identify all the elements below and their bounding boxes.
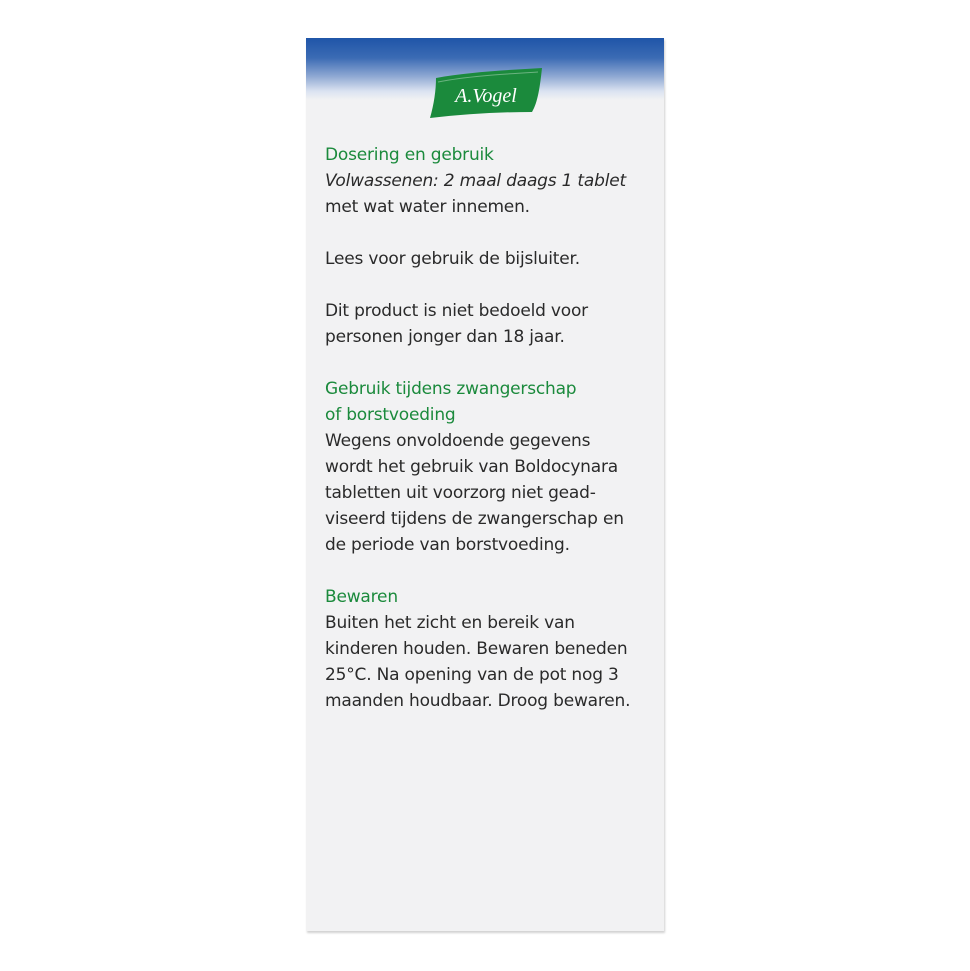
heading-line: Dosering en gebruik [325, 145, 494, 165]
dosage-line: Volwassenen: 2 maal daags 1 tablet [325, 171, 626, 191]
section-body [325, 168, 661, 350]
heading-line: of borstvoeding [325, 405, 456, 425]
text-line: Wegens onvoldoende gegevens [325, 431, 591, 451]
avogel-logo [428, 68, 548, 118]
text-line: kinderen houden. Bewaren beneden [325, 639, 628, 659]
paragraph [325, 298, 661, 350]
text-line: tabletten uit voorzorg niet gead- [325, 483, 596, 503]
text-line: met wat water innemen. [325, 197, 530, 217]
heading-zwangerschap [325, 376, 661, 428]
label-text [325, 142, 661, 740]
text-line: viseerd tijdens de zwangerschap en [325, 509, 624, 529]
text-line: wordt het gebruik van Boldocynara [325, 457, 618, 477]
heading-line: Gebruik tijdens zwangerschap [325, 379, 577, 399]
heading-line: Bewaren [325, 587, 398, 607]
text-line: maanden houdbaar. Droog bewaren. [325, 691, 631, 711]
text-line: personen jonger dan 18 jaar. [325, 327, 565, 347]
text-line: Dit product is niet bedoeld voor [325, 301, 588, 321]
text-line: 25°C. Na opening van de pot nog 3 [325, 665, 619, 685]
section-dosering [325, 142, 661, 350]
package-side-panel [306, 38, 664, 931]
section-body [325, 428, 661, 558]
text-line: Lees voor gebruik de bijsluiter. [325, 249, 580, 269]
text-line: Buiten het zicht en bereik van [325, 613, 575, 633]
paragraph [325, 194, 661, 220]
section-zwangerschap [325, 376, 661, 558]
section-bewaren [325, 584, 661, 714]
logo-text: A.Vogel [455, 85, 517, 107]
paragraph [325, 246, 661, 272]
heading-bewaren [325, 584, 661, 610]
section-body [325, 610, 661, 714]
heading-dosering [325, 142, 661, 168]
text-line: de periode van borstvoeding. [325, 535, 570, 555]
